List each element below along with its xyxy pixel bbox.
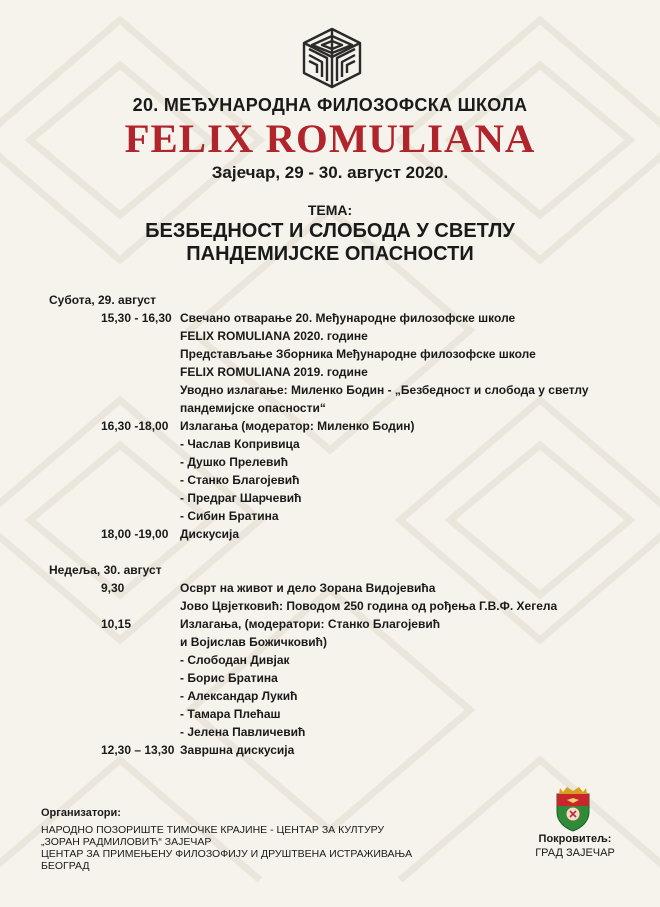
day-2-time: 10,15 <box>101 617 132 631</box>
day-1-item: Уводно излагање: Миленко Бодин - „Безбедност и слобода у светлу <box>180 383 589 397</box>
day-1-time: 18,00 -19,00 <box>101 527 169 541</box>
event-header <box>0 95 660 183</box>
day-1-item: Представљање Зборника Међународне филозофске школе <box>180 347 536 361</box>
day-1-label: Субота, 29. август <box>49 293 156 307</box>
day-2-speaker: - Тамара Плећаш <box>180 707 281 721</box>
organizer-line: НАРОДНО ПОЗОРИШТЕ ТИМОЧКЕ КРАЈИНЕ - ЦЕНТАР ЗА КУЛТУРУ <box>41 824 385 836</box>
theme-title <box>0 220 660 266</box>
day-1-item: FELIX ROMULIANA 2019. године <box>180 365 368 379</box>
day-2-label: Недеља, 30. август <box>49 563 162 577</box>
theme-label: ТЕМА: <box>307 202 353 218</box>
theme-line-2: ПАНДЕМИЈСКЕ ОПАСНОСТИ <box>186 243 474 265</box>
day-2-speaker: - Борис Братина <box>180 671 278 685</box>
day-1-item: Свечано отварање 20. Међународне филозофске школе <box>180 311 516 325</box>
day-2-speaker: - Јелена Павличевић <box>180 725 306 739</box>
day-1-item: Излагања (модератор: Миленко Бодин) <box>180 419 415 433</box>
patron-name: ГРАД ЗАЈЕЧАР <box>535 847 615 859</box>
school-name: 20. МЕЂУНАРОДНА ФИЛОЗОФСКА ШКОЛА <box>132 95 528 115</box>
city-crest-icon <box>553 786 593 832</box>
day-1-time: 15,30 - 16,30 <box>101 311 172 325</box>
organizer-line: БЕОГРАД <box>41 860 90 872</box>
organizer-line: ЦЕНТАР ЗА ПРИМЕЊЕНУ ФИЛОЗОФИЈУ И ДРУШТВЕНА ИСТРАЖИВАЊА <box>41 848 413 860</box>
day-1-speaker: - Часлав Копривица <box>180 437 300 451</box>
day-2-time: 9,30 <box>101 581 125 595</box>
organizer-line: „ЗОРАН РАДМИЛОВИЋ“ ЗАЈЕЧАР <box>41 836 212 848</box>
day-1-speaker: - Станко Благојевић <box>180 473 300 487</box>
event-dates: Зајечар, 29 - 30. август 2020. <box>211 163 449 182</box>
event-title: FELIX ROMULIANA <box>124 116 536 161</box>
organizers-label: Организатори: <box>41 807 121 819</box>
day-1-speaker: - Предраг Шарчевић <box>180 491 302 505</box>
day-1-item: пандемијске опасности“ <box>180 401 326 415</box>
day-1-speaker: - Душко Прелевић <box>180 455 289 469</box>
theme-line-1: БЕЗБЕДНОСТ И СЛОБОДА У СВЕТЛУ <box>145 220 515 242</box>
day-1-speaker: - Сибин Братина <box>180 509 279 523</box>
day-2-speaker: - Слободан Дивјак <box>180 653 290 667</box>
cube-maze-logo-icon <box>300 26 364 90</box>
day-2-item: Јово Цвјетковић: Поводом 250 година од рођења Г.В.Ф. Хегела <box>180 599 558 613</box>
day-1-time: 16,30 -18,00 <box>101 419 169 433</box>
day-2-item: Осврт на живот и дело Зорана Видојевића <box>180 581 436 595</box>
day-2-time: 12,30 – 13,30 <box>101 743 175 757</box>
day-1-item: Дискусија <box>180 527 240 541</box>
day-2-speaker: - Александар Лукић <box>180 689 298 703</box>
day-2-item: Завршна дискусија <box>180 743 295 757</box>
day-1-item: FELIX ROMULIANA 2020. године <box>180 329 368 343</box>
day-2-item: и Војислав Божичковић) <box>180 635 328 649</box>
patron-label: Покровитељ: <box>538 833 612 845</box>
day-2-item: Излагања, (модератори: Станко Благојевић <box>180 617 441 631</box>
